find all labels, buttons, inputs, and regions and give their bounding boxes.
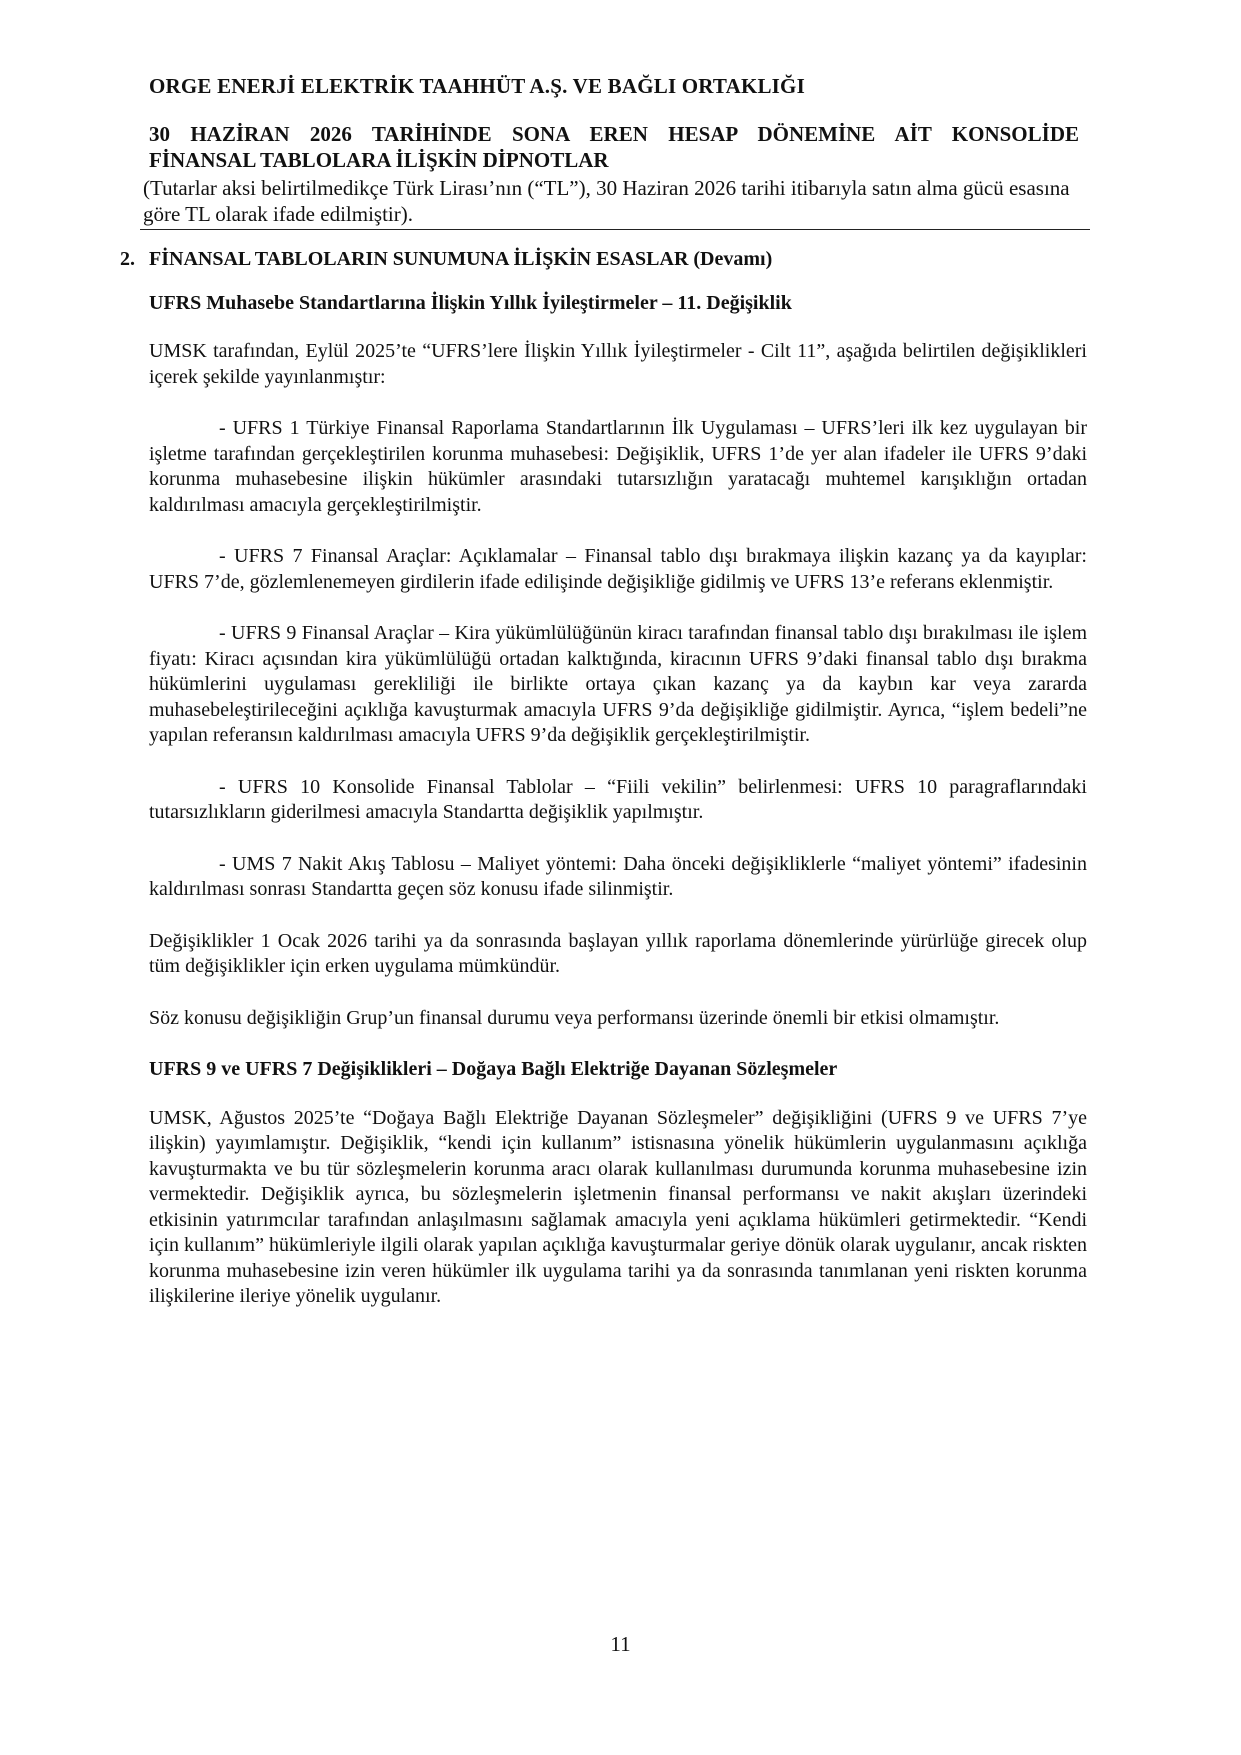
- amendment-item-ufrs1: - UFRS 1 Türkiye Finansal Raporlama Standartlarının İlk Uygulaması – UFRS’leri ilk kez uygulayan bir işletme tarafından gerçekleştirilen korunma muhasebesi: Değişiklik, UFRS 1’de yer alan ifadeler ile UFRS 9’daki korunma muhasebesine ilişkin hükümler arasındaki tutarsızlığın yaratacağı muhtemel karışıklığın ortadan kaldırılması amacıyla gerçekleştirilmiştir.: [149, 417, 1087, 516]
- subsection-heading-nature-dependent-electricity: UFRS 9 ve UFRS 7 Değişiklikleri – Doğaya Bağlı Elektriğe Dayanan Sözleşmeler: [149, 1058, 838, 1080]
- amendment-item-ufrs7: - UFRS 7 Finansal Araçlar: Açıklamalar – Finansal tablo dışı bırakmaya ilişkin kazanç ya da kayıplar: UFRS 7’de, gözlemlenemeyen girdilerin ifade edilişinde değişikliğe gidilmiş ve UFRS 13’e referans eklenmiştir.: [149, 545, 1087, 593]
- section-heading: [120, 247, 1087, 273]
- company-title: ORGE ENERJİ ELEKTRİK TAAHHÜT A.Ş. VE BAĞLI ORTAKLIĞI: [149, 74, 805, 98]
- amendment-item-ufrs10: - UFRS 10 Konsolide Finansal Tablolar – “Fiili vekilin” belirlenmesi: UFRS 10 paragraflarındaki tutarsızlıkların giderilmesi amacıyla Standartta değişiklik yapılmıştır.: [149, 775, 1087, 823]
- header-divider: [140, 229, 1090, 230]
- subsection-heading-annual-improvements: UFRS Muhasebe Standartlarına İlişkin Yıllık İyileştirmeler – 11. Değişiklik: [149, 291, 792, 314]
- amendment-item-ufrs9: - UFRS 9 Finansal Araçlar – Kira yükümlülüğünün kiracı tarafından finansal tablo dışı bırakılması ile işlem fiyatı: Kiracı açısından kira yükümlülüğü ortadan kalktığında, kiracının UFRS 9’daki finansal tablo dışı bırakma hükümlerini uygulaması gerekliliği ile birlikte ortaya çıkan kazanç ya da kaybın kar veya zararda muhasebeleştirileceğini açıklığa kavuşturmak amacıyla UFRS 9’da değişikliğe gidilmiştir. Ayrıca, “işlem bedeli”ne yapılan referansın kaldırılması amacıyla UFRS 9’da değişiklik gerçekleştirilmiştir.: [149, 622, 1087, 746]
- document-body: [120, 247, 1087, 1336]
- section-title: FİNANSAL TABLOLARIN SUNUMUNA İLİŞKİN ESASLAR (Devamı): [149, 248, 773, 270]
- nature-dependent-electricity-paragraph: UMSK, Ağustos 2025’te “Doğaya Bağlı Elektriğe Dayanan Sözleşmeler” değişikliğini (UFRS 9 ve UFRS 7’ye ilişkin) yayımlamıştır. Değişiklik, “kendi için kullanım” istisnasına yönelik hükümlerin uygulanmasını açıklığa kavuşturmakta ve bu tür sözleşmelerin korunma aracı olarak kullanılması durumunda korunma muhasebesine izin vermektedir. Değişiklik ayrıca, bu sözleşmelerin işletmenin finansal performansı ve nakit akışları üzerindeki etkisinin yatırımcılar tarafından anlaşılmasını sağlamak amacıyla yeni açıklama hükümleri getirmektedir. “Kendi için kullanım” hükümleriyle ilgili olarak yapılan açıklığa kavuşturmalar geriye dönük olarak uygulanır, ancak riskten korunma muhasebesine izin veren hükümler ilk uygulama tarihi ya da sonrasında tanımlanan yeni riskten korunma ilişkilerine ileriye yönelik uygulanır.: [149, 1106, 1087, 1307]
- currency-note: (Tutarlar aksi belirtilmedikçe Türk Lirası’nın (“TL”), 30 Haziran 2026 tarihi itibarıyla satın alma gücü esasına göre TL olarak ifade edilmiştir).: [143, 176, 1070, 226]
- report-title-line1: 30 HAZİRAN 2026 TARİHİNDE SONA EREN HESAP DÖNEMİNE AİT KONSOLİDE: [149, 122, 1079, 146]
- impact-paragraph: Söz konusu değişikliğin Grup’un finansal durumu veya performansı üzerinde önemli bir etkisi olmamıştır.: [149, 1006, 1000, 1029]
- page-number: 11: [610, 1632, 631, 1656]
- effective-date-paragraph: Değişiklikler 1 Ocak 2026 tarihi ya da sonrasında başlayan yıllık raporlama dönemlerinde yürürlüğe girecek olup tüm değişiklikler için erken uygulama mümkündür.: [149, 929, 1087, 977]
- amendment-item-ums7: - UMS 7 Nakit Akış Tablosu – Maliyet yöntemi: Daha önceki değişikliklerle “maliyet yöntemi” ifadesinin kaldırılması sonrası Standartta geçen söz konusu ifade silinmiştir.: [149, 852, 1087, 900]
- intro-paragraph: UMSK tarafından, Eylül 2025’te “UFRS’lere İlişkin Yıllık İyileştirmeler - Cilt 11”, aşağıda belirtilen değişiklikleri içerek şekilde yayınlanmıştır:: [149, 340, 1087, 388]
- report-title: [149, 121, 1079, 173]
- section-number: 2.: [120, 248, 135, 270]
- report-title-line2: FİNANSAL TABLOLARA İLİŞKİN DİPNOTLAR: [149, 148, 609, 172]
